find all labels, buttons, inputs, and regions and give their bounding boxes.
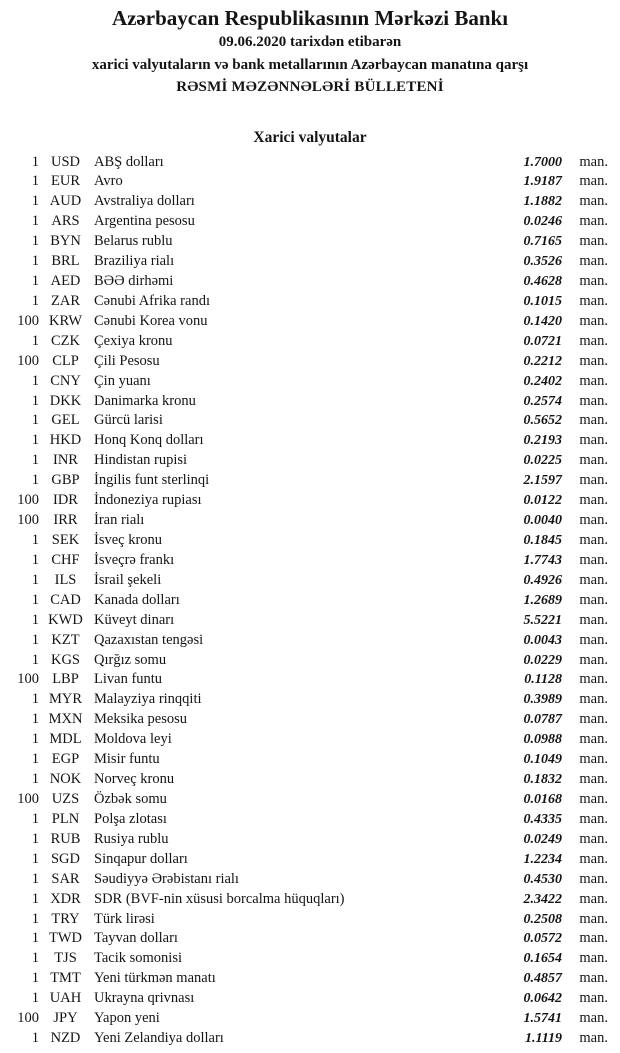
rate-quantity: 1 xyxy=(31,970,39,987)
currency-code: LBP xyxy=(52,671,79,688)
rate-quantity: 1 xyxy=(31,1030,39,1047)
currency-name: Yeni Zelandiya dolları xyxy=(94,1030,224,1047)
currency-name: Tayvan dolları xyxy=(94,930,178,947)
bulletin-subtitle: xarici valyutaların və bank metallarının Azərbaycan manatına qarşı xyxy=(91,56,529,73)
rate-quantity: 1 xyxy=(31,631,39,648)
rate-row xyxy=(0,471,608,491)
rate-quantity: 100 xyxy=(17,1010,39,1027)
manat-unit-label: man. xyxy=(579,651,608,668)
rate-row xyxy=(0,949,608,969)
rate-value: 0.0122 xyxy=(523,493,562,509)
currency-code: TRY xyxy=(51,910,80,927)
bank-name-title: Azərbaycan Respublikasının Mərkəzi Bankı xyxy=(111,6,509,30)
currency-name: Livan funtu xyxy=(94,671,163,688)
rate-row xyxy=(0,910,608,930)
currency-name: İsveç kronu xyxy=(94,532,163,549)
manat-unit-label: man. xyxy=(579,751,608,768)
rate-value: 0.1015 xyxy=(523,293,562,309)
rate-row xyxy=(0,292,608,312)
manat-unit-label: man. xyxy=(579,292,608,309)
currency-name: Çexiya kronu xyxy=(94,332,173,349)
manat-unit-label: man. xyxy=(579,153,608,170)
rate-row xyxy=(0,810,608,830)
rate-quantity: 1 xyxy=(31,571,39,588)
rate-quantity: 1 xyxy=(31,432,39,449)
rate-row xyxy=(0,1009,608,1029)
currency-code: MXN xyxy=(48,711,83,728)
rate-value: 0.3526 xyxy=(523,254,562,270)
currency-name: İsveçrə frankı xyxy=(94,551,175,568)
rate-value: 1.7000 xyxy=(523,154,562,170)
currency-name: İndoneziya rupiası xyxy=(94,492,202,509)
rate-value: 0.0246 xyxy=(523,214,562,230)
rate-quantity: 1 xyxy=(31,990,39,1007)
rate-quantity: 1 xyxy=(31,253,39,270)
currency-name: Özbək somu xyxy=(94,791,167,807)
rate-quantity: 100 xyxy=(17,671,39,688)
rate-quantity: 1 xyxy=(31,751,39,768)
manat-unit-label: man. xyxy=(579,492,608,509)
rate-quantity: 1 xyxy=(31,950,39,967)
rate-quantity: 1 xyxy=(31,870,39,887)
manat-unit-label: man. xyxy=(579,870,608,887)
currency-code: TWD xyxy=(48,930,82,947)
manat-unit-label: man. xyxy=(579,830,608,847)
rate-quantity: 1 xyxy=(31,771,39,788)
rate-value: 0.0168 xyxy=(523,792,562,807)
manat-unit-label: man. xyxy=(579,233,608,250)
rate-row xyxy=(0,431,608,451)
manat-unit-label: man. xyxy=(579,611,608,628)
rate-row xyxy=(0,969,608,989)
currency-code: KRW xyxy=(48,312,83,329)
rate-quantity: 1 xyxy=(31,193,39,210)
bulletin-header xyxy=(0,6,620,99)
rate-value: 0.1128 xyxy=(524,672,562,688)
currency-code: TMT xyxy=(50,970,81,987)
rate-row xyxy=(0,212,608,232)
manat-unit-label: man. xyxy=(579,452,608,469)
currency-name: ABŞ dolları xyxy=(94,153,164,170)
currency-name: Avstraliya dolları xyxy=(94,193,195,210)
rate-row xyxy=(0,352,608,372)
rate-quantity: 100 xyxy=(17,312,39,329)
currency-name: Yapon yeni xyxy=(94,1010,160,1027)
manat-unit-label: man. xyxy=(579,432,608,449)
currency-code: DKK xyxy=(49,392,82,409)
manat-unit-label: man. xyxy=(579,671,608,688)
rate-quantity: 1 xyxy=(31,472,39,489)
rate-value: 0.0572 xyxy=(523,931,562,947)
manat-unit-label: man. xyxy=(579,512,608,529)
currency-code: CHF xyxy=(51,551,80,568)
currency-name: BƏƏ dirhəmi xyxy=(94,273,174,290)
currency-name: Türk lirəsi xyxy=(94,910,155,927)
rate-row xyxy=(0,451,608,471)
rate-value: 1.9187 xyxy=(523,174,562,190)
exchange-rates-table xyxy=(0,153,620,1049)
currency-code: BRL xyxy=(51,253,80,270)
currency-name: Sinqapur dolları xyxy=(94,850,188,867)
rate-value: 0.2508 xyxy=(523,911,562,927)
currency-code: SGD xyxy=(50,850,80,867)
rate-row xyxy=(0,312,608,332)
currency-code: PLN xyxy=(51,810,80,827)
rate-value: 1.2689 xyxy=(523,592,562,608)
rate-value: 0.0721 xyxy=(523,333,562,349)
currency-name: Qazaxıstan tengəsi xyxy=(94,631,204,648)
manat-unit-label: man. xyxy=(579,731,608,748)
rate-row xyxy=(0,750,608,770)
currency-code: HKD xyxy=(49,432,82,449)
manat-unit-label: man. xyxy=(579,372,608,389)
currency-code: SAR xyxy=(51,870,80,887)
rate-value: 1.7743 xyxy=(523,552,562,568)
currency-name: Belarus rublu xyxy=(94,233,173,250)
rate-quantity: 1 xyxy=(31,711,39,728)
rate-value: 0.0043 xyxy=(523,632,562,648)
manat-unit-label: man. xyxy=(579,472,608,489)
rate-row xyxy=(0,531,608,551)
manat-unit-label: man. xyxy=(579,193,608,210)
currency-code: ZAR xyxy=(51,292,80,309)
manat-unit-label: man. xyxy=(579,1010,608,1027)
rate-value: 0.4857 xyxy=(523,971,562,987)
manat-unit-label: man. xyxy=(579,890,608,907)
rate-row xyxy=(0,372,608,392)
currency-name: Ukrayna qrivnası xyxy=(94,990,195,1007)
currency-code: KGS xyxy=(50,651,80,668)
rate-quantity: 1 xyxy=(31,173,39,190)
rate-value: 0.0249 xyxy=(523,831,562,847)
currency-code: RUB xyxy=(50,830,81,847)
manat-unit-label: man. xyxy=(579,253,608,270)
currency-name: Cənubi Afrika randı xyxy=(94,292,210,309)
manat-unit-label: man. xyxy=(579,412,608,429)
rate-row xyxy=(0,670,608,690)
currency-name: Braziliya rialı xyxy=(94,253,175,270)
rate-value: 0.1654 xyxy=(523,951,562,967)
rate-value: 1.1882 xyxy=(523,194,562,210)
currency-name: İsrail şekeli xyxy=(94,571,162,588)
rate-row xyxy=(0,153,608,173)
rate-row xyxy=(0,332,608,352)
rate-value: 0.0229 xyxy=(523,652,562,668)
rate-value: 0.1420 xyxy=(523,313,562,329)
manat-unit-label: man. xyxy=(579,771,608,788)
rate-value: 0.1832 xyxy=(523,772,562,788)
rate-value: 5.5221 xyxy=(523,612,562,628)
rate-quantity: 1 xyxy=(31,372,39,389)
rate-row xyxy=(0,491,608,511)
manat-unit-label: man. xyxy=(579,312,608,329)
rate-quantity: 100 xyxy=(17,791,39,807)
currency-code: UZS xyxy=(51,791,80,807)
rate-value: 1.1119 xyxy=(525,1031,562,1047)
currency-code: KZT xyxy=(51,631,80,648)
bulletin-title: RƏSMİ MƏZƏNNƏLƏRİ BÜLLETENİ xyxy=(176,79,444,95)
currency-name: Qırğız somu xyxy=(94,651,167,668)
rate-quantity: 1 xyxy=(31,731,39,748)
currency-name: SDR (BVF-nin xüsusi borcalma hüquqları) xyxy=(94,890,345,907)
currency-name: Tacik somonisi xyxy=(94,950,182,967)
rate-row xyxy=(0,770,608,790)
rate-row xyxy=(0,232,608,252)
rate-quantity: 1 xyxy=(31,233,39,250)
manat-unit-label: man. xyxy=(579,990,608,1007)
manat-unit-label: man. xyxy=(579,173,608,190)
currency-code: CAD xyxy=(50,591,81,608)
rate-value: 0.4926 xyxy=(523,572,562,588)
rate-value: 2.1597 xyxy=(523,473,562,489)
rate-value: 0.4530 xyxy=(523,871,562,887)
rate-value: 0.4628 xyxy=(523,274,562,290)
rate-quantity: 1 xyxy=(31,830,39,847)
currency-name: İran rialı xyxy=(94,512,145,529)
currency-name: Danimarka kronu xyxy=(94,392,196,409)
currency-code: AUD xyxy=(49,193,82,210)
rate-quantity: 1 xyxy=(31,532,39,549)
currency-code: CLP xyxy=(52,352,79,369)
rate-row xyxy=(0,790,608,810)
manat-unit-label: man. xyxy=(579,332,608,349)
currency-code: JPY xyxy=(53,1010,78,1027)
currency-code: EUR xyxy=(51,173,80,190)
rate-value: 0.4335 xyxy=(523,811,562,827)
currency-name: İngilis funt sterlinqi xyxy=(94,472,210,489)
rate-value: 0.2574 xyxy=(523,393,562,409)
manat-unit-label: man. xyxy=(579,532,608,549)
manat-unit-label: man. xyxy=(579,352,608,369)
rate-row xyxy=(0,611,608,631)
rate-quantity: 1 xyxy=(31,153,39,170)
rate-quantity: 1 xyxy=(31,452,39,469)
rate-value: 0.1845 xyxy=(523,533,562,549)
manat-unit-label: man. xyxy=(579,791,608,807)
currency-name: Polşa zlotası xyxy=(94,810,167,827)
rate-quantity: 1 xyxy=(31,392,39,409)
rate-row xyxy=(0,631,608,651)
rate-quantity: 100 xyxy=(17,352,39,369)
rate-quantity: 1 xyxy=(31,810,39,827)
rate-value: 0.3989 xyxy=(523,692,562,708)
currency-name: Honq Konq dolları xyxy=(94,432,204,449)
currency-name: Səudiyyə Ərəbistanı rialı xyxy=(94,870,239,887)
rate-value: 1.2234 xyxy=(523,851,562,867)
currency-name: Malayziya rinqqiti xyxy=(94,691,202,708)
rate-quantity: 1 xyxy=(31,930,39,947)
rate-value: 0.5652 xyxy=(523,413,562,429)
currency-code: NOK xyxy=(49,771,82,788)
manat-unit-label: man. xyxy=(579,392,608,409)
rate-value: 0.7165 xyxy=(523,234,562,250)
rate-value: 0.0988 xyxy=(523,732,562,748)
rate-quantity: 1 xyxy=(31,591,39,608)
currency-name: Gürcü larisi xyxy=(94,412,163,429)
rate-value: 0.0225 xyxy=(523,453,562,469)
manat-unit-label: man. xyxy=(579,810,608,827)
currency-name: Norveç kronu xyxy=(94,771,175,788)
rate-value: 2.3422 xyxy=(523,891,562,907)
currency-code: KWD xyxy=(48,611,83,628)
currency-name: Avro xyxy=(94,173,123,190)
rate-row xyxy=(0,411,608,431)
rate-quantity: 1 xyxy=(31,890,39,907)
manat-unit-label: man. xyxy=(579,213,608,230)
currency-code: NZD xyxy=(50,1030,81,1047)
manat-unit-label: man. xyxy=(579,571,608,588)
currency-name: Misir funtu xyxy=(94,751,160,768)
manat-unit-label: man. xyxy=(579,930,608,947)
rate-quantity: 1 xyxy=(31,412,39,429)
rate-value: 0.2193 xyxy=(523,433,562,449)
rate-quantity: 1 xyxy=(31,850,39,867)
currency-name: Çili Pesosu xyxy=(94,352,160,369)
currency-code: CNY xyxy=(50,372,81,389)
manat-unit-label: man. xyxy=(579,850,608,867)
rate-row xyxy=(0,710,608,730)
rate-row xyxy=(0,551,608,571)
currency-code: EGP xyxy=(51,751,80,768)
rate-row xyxy=(0,830,608,850)
currency-code: IRR xyxy=(53,512,78,529)
rate-quantity: 1 xyxy=(31,292,39,309)
rate-row xyxy=(0,870,608,890)
currency-name: Moldova leyi xyxy=(94,731,172,748)
rate-quantity: 1 xyxy=(31,213,39,230)
currency-code: IDR xyxy=(53,492,78,509)
rate-row xyxy=(0,172,608,192)
currency-code: XDR xyxy=(50,890,81,907)
currency-code: TJS xyxy=(54,950,77,967)
rate-row xyxy=(0,252,608,272)
rate-quantity: 100 xyxy=(17,492,39,509)
rate-row xyxy=(0,651,608,671)
rate-value: 0.2402 xyxy=(523,373,562,389)
rate-value: 0.0787 xyxy=(523,712,562,728)
rate-quantity: 1 xyxy=(31,273,39,290)
manat-unit-label: man. xyxy=(579,970,608,987)
rate-row xyxy=(0,690,608,710)
rate-value: 0.0040 xyxy=(523,513,562,529)
rate-row xyxy=(0,192,608,212)
rate-row xyxy=(0,989,608,1009)
rate-value: 0.2212 xyxy=(523,353,562,369)
manat-unit-label: man. xyxy=(579,631,608,648)
currency-name: Hindistan rupisi xyxy=(94,452,188,469)
rate-quantity: 1 xyxy=(31,910,39,927)
rate-row xyxy=(0,1029,608,1049)
manat-unit-label: man. xyxy=(579,273,608,290)
effective-date-line: 09.06.2020 tarixdən etibarən xyxy=(218,34,402,50)
section-title-foreign-currencies: Xarici valyutalar xyxy=(253,128,367,146)
rate-quantity: 1 xyxy=(31,332,39,349)
currency-code: INR xyxy=(53,452,78,469)
currency-name: Cənubi Korea vonu xyxy=(94,312,208,329)
currency-code: USD xyxy=(50,153,80,170)
rate-quantity: 100 xyxy=(17,512,39,529)
currency-code: UAH xyxy=(49,990,82,1007)
rate-row xyxy=(0,511,608,531)
currency-name: Rusiya rublu xyxy=(94,830,169,847)
rate-quantity: 1 xyxy=(31,551,39,568)
rate-row xyxy=(0,591,608,611)
currency-code: MDL xyxy=(49,731,82,748)
currency-code: AED xyxy=(50,273,81,290)
manat-unit-label: man. xyxy=(579,1030,608,1047)
rate-row xyxy=(0,272,608,292)
rate-value: 0.1049 xyxy=(523,752,562,768)
rate-value: 1.5741 xyxy=(523,1011,562,1027)
currency-name: Küveyt dinarı xyxy=(94,611,175,628)
currency-code: CZK xyxy=(51,332,80,349)
currency-name: Yeni türkmən manatı xyxy=(94,970,216,987)
rate-row xyxy=(0,571,608,591)
currency-name: Çin yuanı xyxy=(94,372,151,389)
manat-unit-label: man. xyxy=(579,711,608,728)
rate-quantity: 1 xyxy=(31,651,39,668)
manat-unit-label: man. xyxy=(579,551,608,568)
rate-row xyxy=(0,850,608,870)
currency-name: Kanada dolları xyxy=(94,591,180,608)
manat-unit-label: man. xyxy=(579,910,608,927)
currency-code: ILS xyxy=(54,571,77,588)
currency-code: ARS xyxy=(51,213,80,230)
rate-value: 0.0642 xyxy=(523,991,562,1007)
currency-name: Argentina pesosu xyxy=(94,213,195,230)
manat-unit-label: man. xyxy=(579,691,608,708)
currency-code: BYN xyxy=(50,233,81,250)
rate-quantity: 1 xyxy=(31,611,39,628)
currency-name: Meksika pesosu xyxy=(94,711,188,728)
rate-row xyxy=(0,929,608,949)
rate-row xyxy=(0,730,608,750)
currency-code: MYR xyxy=(48,691,83,708)
currency-code: GBP xyxy=(51,472,80,489)
currency-code: SEK xyxy=(51,532,80,549)
manat-unit-label: man. xyxy=(579,591,608,608)
rate-row xyxy=(0,890,608,910)
rate-row xyxy=(0,392,608,412)
currency-code: GEL xyxy=(51,412,80,429)
rate-quantity: 1 xyxy=(31,691,39,708)
manat-unit-label: man. xyxy=(579,950,608,967)
